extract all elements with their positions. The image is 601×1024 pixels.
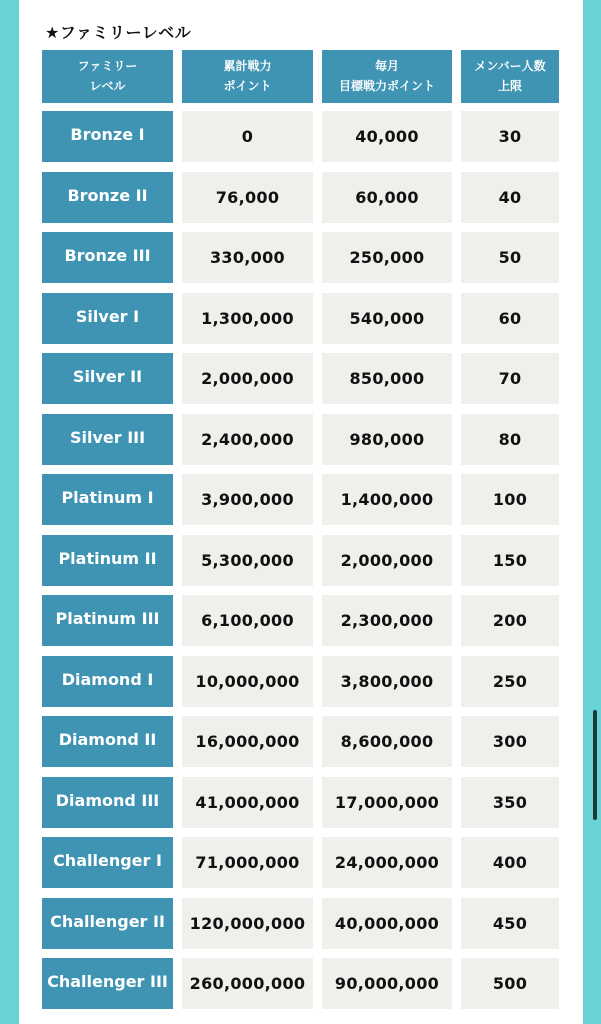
family-level-table [42, 50, 559, 1019]
members-cell: 200 [461, 595, 559, 646]
cumulative-cell: 2,400,000 [182, 414, 313, 465]
header-member-limit-label: メンバー人数 上限 [474, 59, 546, 93]
level-cell: Platinum II [42, 535, 173, 586]
members-cell: 250 [461, 656, 559, 707]
members-cell: 400 [461, 837, 559, 888]
level-cell: Bronze I [42, 111, 173, 162]
members-cell: 100 [461, 474, 559, 525]
level-cell: Platinum III [42, 595, 173, 646]
header-family-level [42, 50, 173, 103]
cumulative-cell: 330,000 [182, 232, 313, 283]
monthly-cell: 24,000,000 [322, 837, 452, 888]
level-cell: Challenger II [42, 898, 173, 949]
content-panel [19, 0, 583, 1024]
members-cell: 350 [461, 777, 559, 828]
level-cell: Diamond II [42, 716, 173, 767]
header-monthly-target-label: 毎月 目標戦力ポイント [338, 59, 435, 93]
level-cell: Bronze II [42, 172, 173, 223]
header-cumulative-points [182, 50, 313, 103]
cumulative-cell: 5,300,000 [182, 535, 313, 586]
cumulative-cell: 120,000,000 [182, 898, 313, 949]
level-cell: Silver I [42, 293, 173, 344]
cumulative-cell: 1,300,000 [182, 293, 313, 344]
cumulative-cell: 3,900,000 [182, 474, 313, 525]
monthly-cell: 2,000,000 [322, 535, 452, 586]
members-cell: 300 [461, 716, 559, 767]
header-family-level-label: ファミリー レベル [77, 59, 138, 93]
level-cell: Diamond I [42, 656, 173, 707]
cumulative-cell: 41,000,000 [182, 777, 313, 828]
members-cell: 60 [461, 293, 559, 344]
members-cell: 70 [461, 353, 559, 404]
members-cell: 30 [461, 111, 559, 162]
members-cell: 150 [461, 535, 559, 586]
monthly-cell: 60,000 [322, 172, 452, 223]
header-cumulative-points-label: 累計戦力 ポイント [223, 59, 272, 93]
monthly-cell: 8,600,000 [322, 716, 452, 767]
monthly-cell: 540,000 [322, 293, 452, 344]
level-cell: Silver II [42, 353, 173, 404]
level-cell: Silver III [42, 414, 173, 465]
level-cell: Challenger III [42, 958, 173, 1009]
members-cell: 40 [461, 172, 559, 223]
monthly-cell: 2,300,000 [322, 595, 452, 646]
cumulative-cell: 71,000,000 [182, 837, 313, 888]
level-cell: Challenger I [42, 837, 173, 888]
cumulative-cell: 76,000 [182, 172, 313, 223]
cumulative-cell: 10,000,000 [182, 656, 313, 707]
level-cell: Bronze III [42, 232, 173, 283]
header-member-limit [461, 50, 559, 103]
cumulative-cell: 0 [182, 111, 313, 162]
monthly-cell: 40,000,000 [322, 898, 452, 949]
monthly-cell: 90,000,000 [322, 958, 452, 1009]
level-cell: Platinum I [42, 474, 173, 525]
cumulative-cell: 16,000,000 [182, 716, 313, 767]
cumulative-cell: 260,000,000 [182, 958, 313, 1009]
cumulative-cell: 6,100,000 [182, 595, 313, 646]
header-monthly-target [322, 50, 452, 103]
monthly-cell: 850,000 [322, 353, 452, 404]
monthly-cell: 40,000 [322, 111, 452, 162]
monthly-cell: 250,000 [322, 232, 452, 283]
monthly-cell: 3,800,000 [322, 656, 452, 707]
cumulative-cell: 2,000,000 [182, 353, 313, 404]
level-cell: Diamond III [42, 777, 173, 828]
monthly-cell: 17,000,000 [322, 777, 452, 828]
members-cell: 50 [461, 232, 559, 283]
members-cell: 500 [461, 958, 559, 1009]
monthly-cell: 1,400,000 [322, 474, 452, 525]
section-title: ★ファミリーレベル [45, 23, 192, 42]
members-cell: 450 [461, 898, 559, 949]
scrollbar-thumb[interactable] [593, 710, 597, 820]
members-cell: 80 [461, 414, 559, 465]
monthly-cell: 980,000 [322, 414, 452, 465]
